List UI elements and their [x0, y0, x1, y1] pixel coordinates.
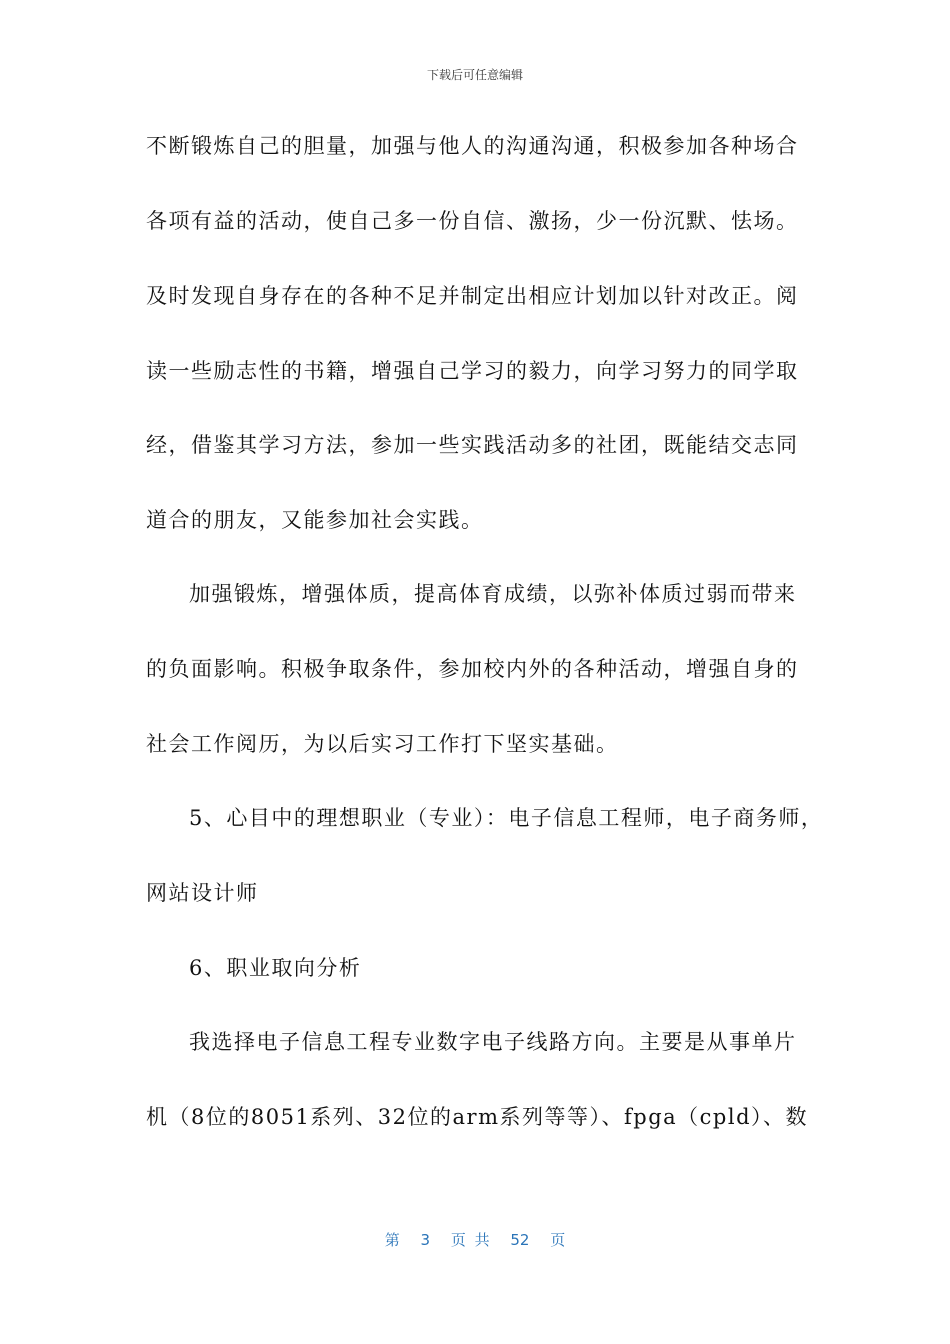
page-footer — [0, 1229, 950, 1250]
body-line-9: 社会工作阅历，为以后实习工作打下坚实基础。 — [146, 732, 619, 756]
body-line-1: 不断锻炼自己的胆量，加强与他人的沟通沟通，积极参加各种场合 — [146, 134, 799, 158]
footer-current-page: 3 — [420, 1231, 431, 1249]
body-line-3: 及时发现自身存在的各种不足并制定出相应计划加以针对改正。阅 — [146, 284, 799, 308]
page-header-note: 下载后可任意编辑 — [426, 68, 523, 82]
body-line-12: 6、职业取向分析 — [189, 956, 362, 980]
body-line-4: 读一些励志性的书籍，增强自己学习的毅力，向学习努力的同学取 — [146, 359, 799, 383]
footer-ye-gong: 页 共 — [450, 1231, 490, 1249]
body-line-11: 网站设计师 — [146, 881, 259, 905]
body-line-10: 5、心目中的理想职业（专业）：电子信息工程师，电子商务师， — [189, 806, 824, 830]
body-line-2: 各项有益的活动，使自己多一份自信、激扬，少一份沉默、怯场。 — [146, 209, 799, 233]
footer-ye: 页 — [550, 1231, 566, 1249]
body-line-5: 经，借鉴其学习方法，参加一些实践活动多的社团，既能结交志同 — [146, 433, 799, 457]
body-line-6: 道合的朋友，又能参加社会实践。 — [146, 508, 484, 532]
footer-total-pages: 52 — [510, 1231, 530, 1249]
footer-di: 第 — [384, 1231, 400, 1249]
body-line-8: 的负面影响。积极争取条件，参加校内外的各种活动，增强自身的 — [146, 657, 799, 681]
body-line-7: 加强锻炼，增强体质，提高体育成绩，以弥补体质过弱而带来 — [189, 582, 797, 606]
body-line-13: 我选择电子信息工程专业数字电子线路方向。主要是从事单片 — [189, 1030, 797, 1054]
body-line-14: 机（8位的8051系列、32位的arm系列等等）、fpga（cpld）、数 — [146, 1105, 809, 1129]
